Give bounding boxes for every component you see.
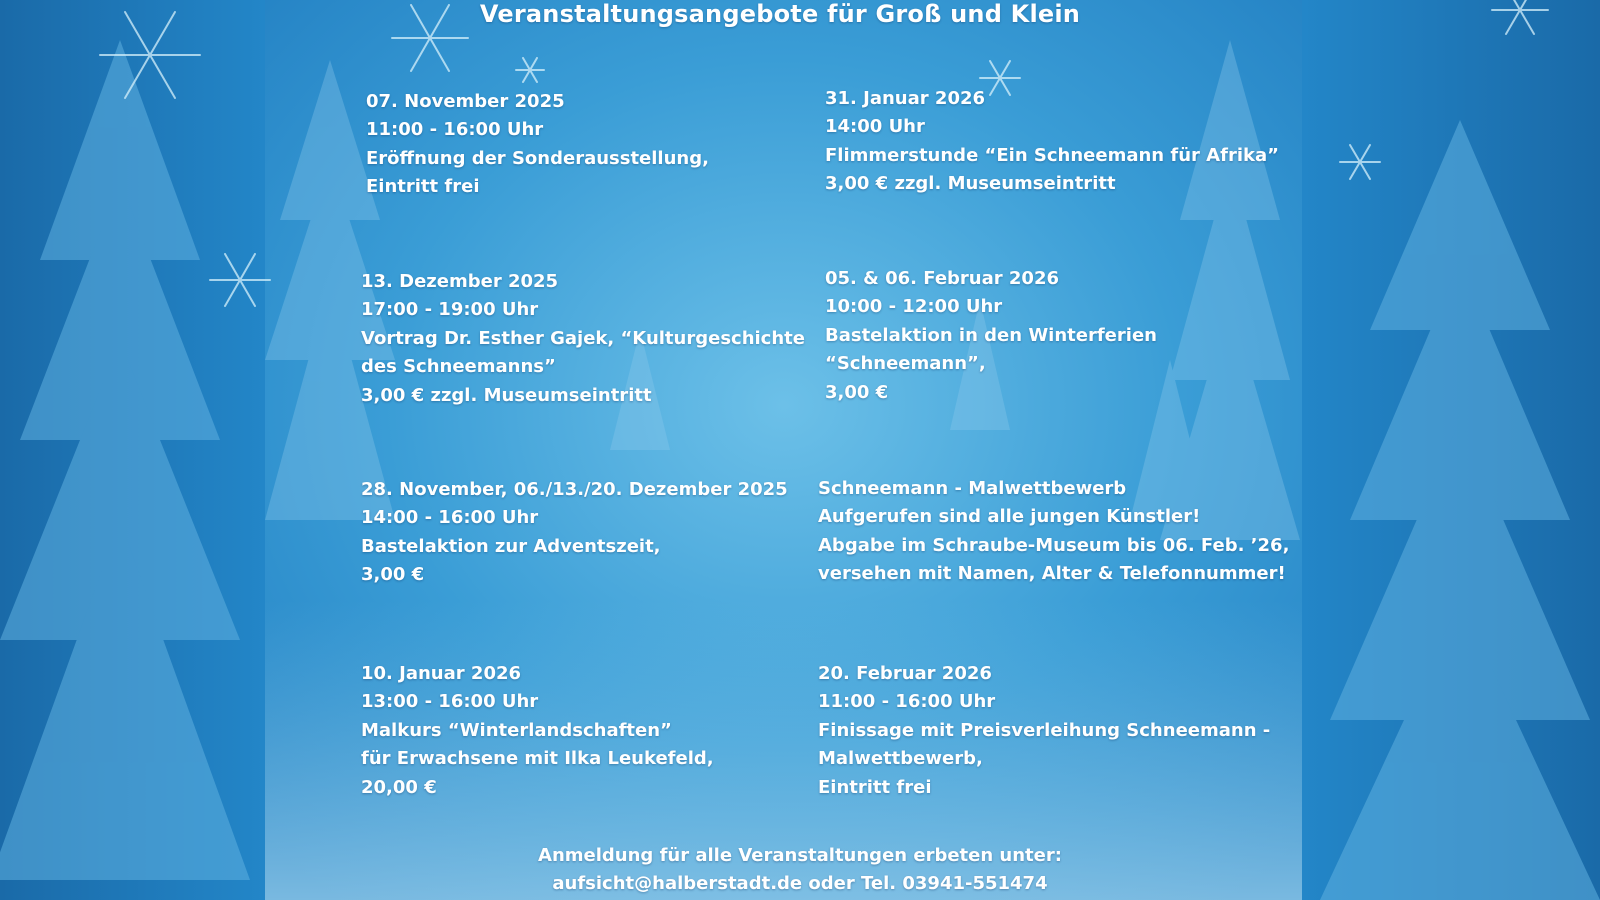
event-malwettbewerb xyxy=(818,475,1289,589)
event-time: 14:00 - 16:00 Uhr xyxy=(361,507,539,529)
event-description: Flimmerstunde “Ein Schneemann für Afrika” xyxy=(825,144,1279,166)
event-13-dezember xyxy=(361,268,805,410)
event-10-januar xyxy=(361,660,714,802)
event-price: 3,00 € xyxy=(361,564,425,586)
event-time: 14:00 Uhr xyxy=(825,116,925,138)
event-description: Aufgerufen sind alle jungen Künstler! xyxy=(818,506,1201,528)
registration-heading: Anmeldung für alle Veranstaltungen erbeten unter: xyxy=(538,845,1062,866)
registration-contact: aufsicht@halberstadt.de oder Tel. 03941-551474 xyxy=(552,873,1048,895)
page-title: Veranstaltungsangebote für Groß und Klein xyxy=(479,0,1081,28)
event-description-continued: des Schneemanns” xyxy=(361,356,556,378)
event-title: Schneemann - Malwettbewerb xyxy=(818,478,1127,499)
event-date: 05. & 06. Februar 2026 xyxy=(825,268,1060,289)
event-20-februar xyxy=(818,660,1270,802)
event-time: 13:00 - 16:00 Uhr xyxy=(361,691,539,713)
event-05-06-februar xyxy=(825,265,1157,407)
event-date: 31. Januar 2026 xyxy=(825,88,986,109)
event-date: 28. November, 06./13./20. Dezember 2025 xyxy=(361,479,788,500)
event-description-continued: versehen mit Namen, Alter & Telefonnummer! xyxy=(818,563,1286,585)
event-price: 3,00 € zzgl. Museumseintritt xyxy=(361,384,652,406)
event-adventszeit xyxy=(361,476,788,590)
event-description-continued: für Erwachsene mit Ilka Leukefeld, xyxy=(361,748,714,770)
event-price: Eintritt frei xyxy=(818,776,932,798)
event-time: 11:00 - 16:00 Uhr xyxy=(818,691,996,713)
event-description-continued: Malwettbewerb, xyxy=(818,748,983,770)
event-description: Malkurs “Winterlandschaften” xyxy=(361,719,672,741)
event-description: Finissage mit Preisverleihung Schneemann - xyxy=(818,719,1271,741)
event-description: Bastelaktion in den Winterferien xyxy=(825,324,1157,346)
event-description: Vortrag Dr. Esther Gajek, “Kulturgeschichte xyxy=(361,327,805,349)
event-time: 17:00 - 19:00 Uhr xyxy=(361,299,539,321)
event-date: 07. November 2025 xyxy=(366,91,565,112)
event-description-continued: Abgabe im Schraube-Museum bis 06. Feb. ’26, xyxy=(818,534,1290,556)
event-description: Eröffnung der Sonderausstellung, xyxy=(366,147,709,169)
registration-info xyxy=(0,842,1600,899)
event-time: 10:00 - 12:00 Uhr xyxy=(825,296,1003,318)
event-price: 20,00 € xyxy=(361,776,437,798)
event-date: 20. Februar 2026 xyxy=(818,663,992,684)
event-price: 3,00 € zzgl. Museumseintritt xyxy=(825,173,1116,195)
event-time: 11:00 - 16:00 Uhr xyxy=(366,119,544,141)
event-31-januar xyxy=(825,85,1279,199)
event-price: 3,00 € xyxy=(825,381,889,403)
event-date: 13. Dezember 2025 xyxy=(361,271,559,292)
event-price: Eintritt frei xyxy=(366,176,480,198)
event-description: Bastelaktion zur Adventszeit, xyxy=(361,535,661,557)
event-description-continued: “Schneemann”, xyxy=(825,353,986,375)
event-date: 10. Januar 2026 xyxy=(361,663,522,684)
event-07-november xyxy=(366,88,709,202)
